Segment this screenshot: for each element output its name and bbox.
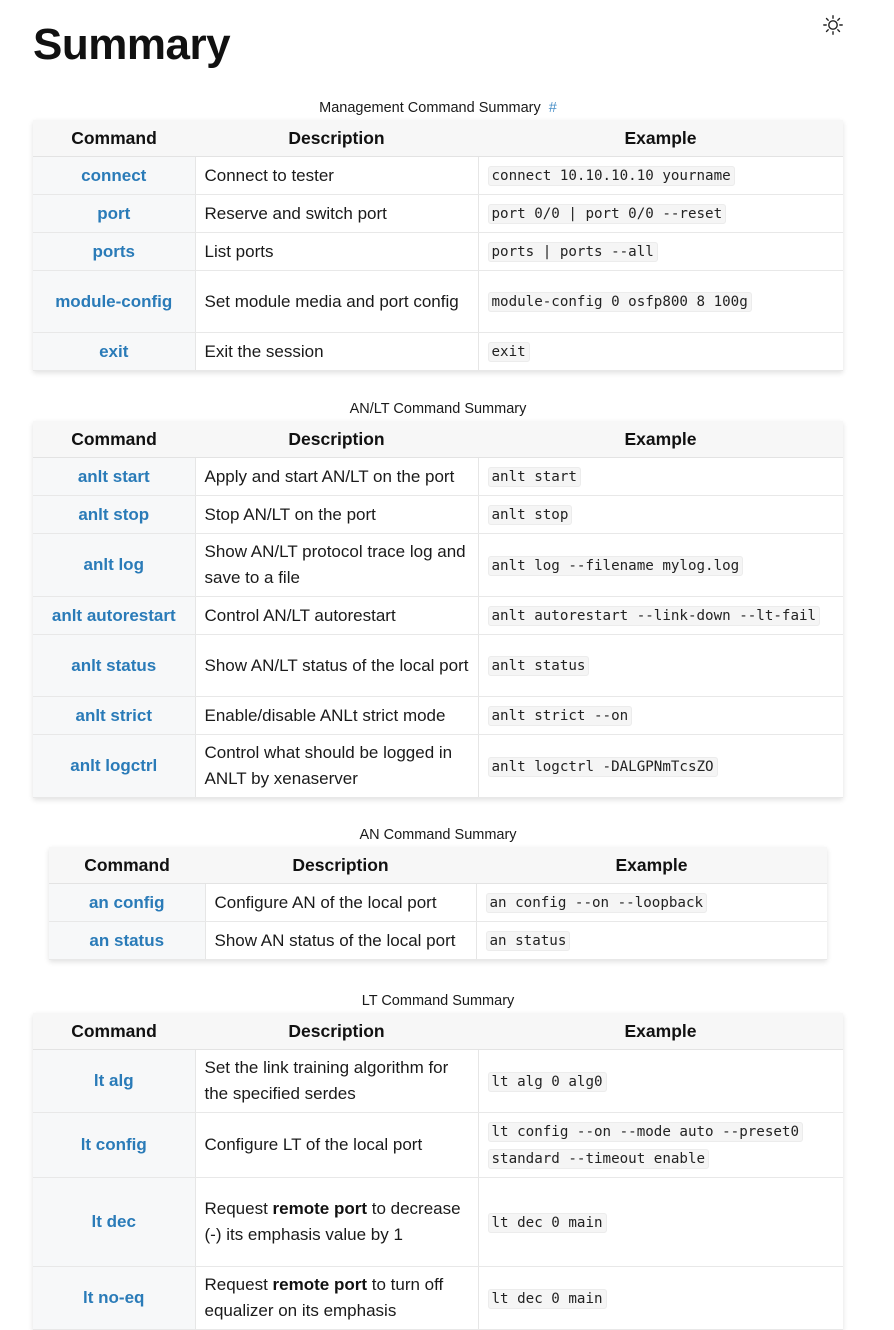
- lt-table-section: [33, 991, 843, 1330]
- example-code: port 0/0 | port 0/0 --reset: [488, 204, 727, 224]
- command-link[interactable]: an status: [49, 922, 205, 960]
- header-description: Description: [205, 847, 476, 884]
- description-text: to turn off equalizer on its emphasis: [204, 1275, 444, 1320]
- table-row: [33, 735, 843, 798]
- table-row: [33, 635, 843, 697]
- anlt-command-table: [33, 421, 843, 798]
- table-row: [49, 884, 827, 922]
- table-header-row: [33, 120, 843, 157]
- table-row: [33, 1267, 843, 1330]
- command-link[interactable]: exit: [33, 333, 195, 371]
- description-cell: Set the link training algorithm for the specified serdes: [195, 1050, 478, 1113]
- table-header-row: [33, 1013, 843, 1050]
- header-command: Command: [33, 120, 195, 157]
- description-emphasis: remote port: [272, 1199, 368, 1218]
- an-table-section: [49, 825, 827, 960]
- table-header-row: [49, 847, 827, 884]
- command-link[interactable]: anlt strict: [33, 697, 195, 735]
- table-caption: AN/LT Command Summary: [349, 401, 527, 417]
- table-header-row: [33, 421, 843, 458]
- header-example: Example: [476, 847, 827, 884]
- command-link[interactable]: anlt stop: [33, 496, 195, 534]
- example-code: anlt strict --on: [488, 706, 633, 726]
- command-link[interactable]: module-config: [33, 271, 195, 333]
- table-row: [33, 458, 843, 496]
- table-caption: AN Command Summary: [359, 827, 517, 843]
- management-command-table: [33, 120, 843, 371]
- example-code: ports | ports --all: [488, 242, 658, 262]
- header-command: Command: [33, 1013, 195, 1050]
- page-title: Summary: [33, 20, 231, 69]
- example-code: anlt stop: [488, 505, 573, 525]
- table-caption: LT Command Summary: [361, 993, 515, 1009]
- description-cell: List ports: [195, 233, 478, 271]
- anlt-table-section: [33, 399, 843, 798]
- sun-icon: [822, 14, 844, 36]
- description-cell: Exit the session: [195, 333, 478, 371]
- description-cell: Set module media and port config: [195, 271, 478, 333]
- command-link[interactable]: ports: [33, 233, 195, 271]
- table-row: [33, 1178, 843, 1267]
- header-example: Example: [478, 1013, 843, 1050]
- caption-anchor-link[interactable]: #: [548, 100, 557, 116]
- command-link[interactable]: an config: [49, 884, 205, 922]
- example-code: lt dec 0 main: [488, 1289, 607, 1309]
- table-row: [33, 1113, 843, 1178]
- header-description: Description: [195, 120, 478, 157]
- example-code: anlt logctrl -DALGPNmTcsZO: [488, 757, 718, 777]
- description-cell: Show AN status of the local port: [205, 922, 476, 960]
- command-link[interactable]: anlt start: [33, 458, 195, 496]
- table-row: [33, 597, 843, 635]
- example-code: module-config 0 osfp800 8 100g: [488, 292, 752, 312]
- command-link[interactable]: lt alg: [33, 1050, 195, 1113]
- description-cell: Control what should be logged in ANLT by xenaserver: [195, 735, 478, 798]
- description-cell: Configure AN of the local port: [205, 884, 476, 922]
- table-row: [33, 534, 843, 597]
- command-link[interactable]: anlt autorestart: [33, 597, 195, 635]
- command-link[interactable]: lt config: [33, 1113, 195, 1178]
- lt-command-table: [33, 1013, 843, 1330]
- example-code: an status: [486, 931, 571, 951]
- command-link[interactable]: anlt logctrl: [33, 735, 195, 798]
- example-code: an config --on --loopback: [486, 893, 708, 913]
- command-link[interactable]: connect: [33, 157, 195, 195]
- command-link[interactable]: lt dec: [33, 1178, 195, 1267]
- management-table-section: [33, 98, 843, 371]
- example-code: lt alg 0 alg0: [488, 1072, 607, 1092]
- header-command: Command: [49, 847, 205, 884]
- description-cell: Apply and start AN/LT on the port: [195, 458, 478, 496]
- table-row: [33, 157, 843, 195]
- table-row: [33, 333, 843, 371]
- an-command-table: [49, 847, 827, 960]
- table-row: [33, 195, 843, 233]
- example-code: anlt autorestart --link-down --lt-fail: [488, 606, 821, 626]
- table-row: [33, 496, 843, 534]
- description-cell: Show AN/LT protocol trace log and save to a file: [195, 534, 478, 597]
- example-code: exit: [488, 342, 530, 362]
- command-link[interactable]: anlt log: [33, 534, 195, 597]
- example-code: lt dec 0 main: [488, 1213, 607, 1233]
- description-cell: Enable/disable ANLt strict mode: [195, 697, 478, 735]
- command-link[interactable]: anlt status: [33, 635, 195, 697]
- header-example: Example: [478, 421, 843, 458]
- description-cell: Stop AN/LT on the port: [195, 496, 478, 534]
- description-text: to decrease (-) its emphasis value by 1: [204, 1199, 461, 1244]
- description-cell: Reserve and switch port: [195, 195, 478, 233]
- example-code: anlt log --filename mylog.log: [488, 556, 744, 576]
- description-cell: Connect to tester: [195, 157, 478, 195]
- table-row: [33, 1050, 843, 1113]
- header-description: Description: [195, 1013, 478, 1050]
- table-row: [49, 922, 827, 960]
- example-code: anlt status: [488, 656, 590, 676]
- command-link[interactable]: lt no-eq: [33, 1267, 195, 1330]
- description-cell: Configure LT of the local port: [195, 1113, 478, 1178]
- table-row: [33, 271, 843, 333]
- description-text: Request: [204, 1275, 273, 1294]
- header-description: Description: [195, 421, 478, 458]
- example-code: lt config --on --mode auto --preset0 standard --timeout enable: [488, 1122, 804, 1169]
- theme-toggle-button[interactable]: [822, 14, 844, 36]
- description-emphasis: remote port: [272, 1275, 368, 1294]
- example-code: connect 10.10.10.10 yourname: [488, 166, 735, 186]
- description-cell: Control AN/LT autorestart: [195, 597, 478, 635]
- description-text: Request: [204, 1199, 273, 1218]
- description-cell: [195, 1267, 478, 1330]
- example-code: anlt start: [488, 467, 581, 487]
- table-row: [33, 233, 843, 271]
- caption-text: Management Command Summary: [319, 100, 541, 116]
- table-caption: [33, 98, 843, 118]
- description-cell: [195, 1178, 478, 1267]
- table-row: [33, 697, 843, 735]
- header-command: Command: [33, 421, 195, 458]
- header-example: Example: [478, 120, 843, 157]
- description-cell: Show AN/LT status of the local port: [195, 635, 478, 697]
- command-link[interactable]: port: [33, 195, 195, 233]
